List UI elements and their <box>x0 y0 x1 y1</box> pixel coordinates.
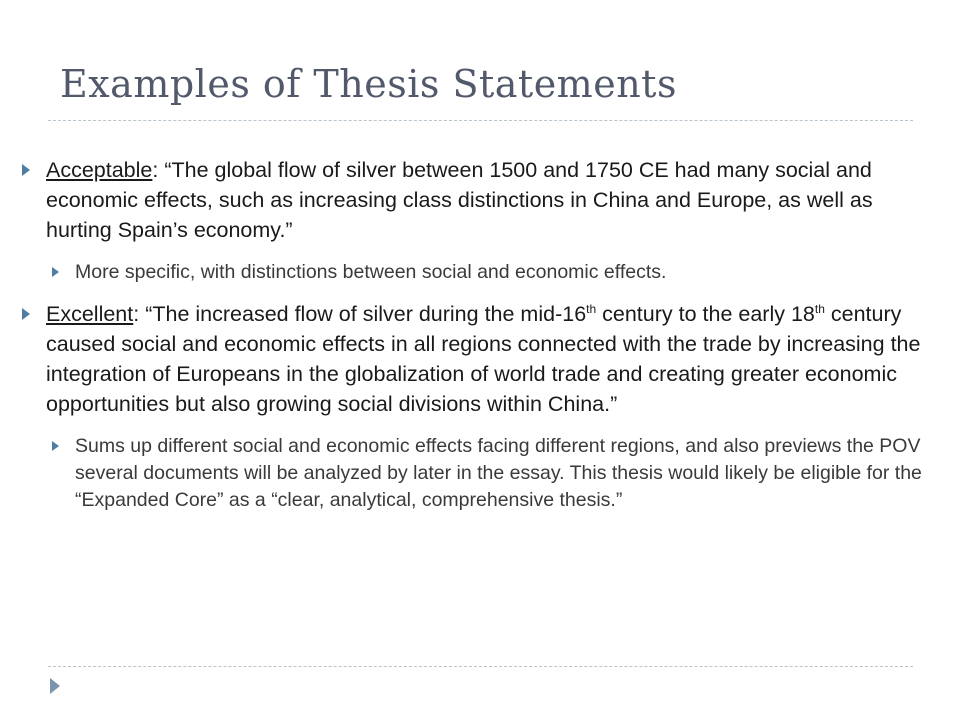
subbullet-acceptable <box>75 259 936 286</box>
bullet-text-excellent-3: century caused social and economic effects in all regions connected with the trade by increasing the integration of Europeans in the globalization of world trade and creating greater economic opportunities but also growing social divisions within China.” <box>46 302 921 416</box>
bullet-label-colon: : <box>152 158 165 182</box>
slide-title: Examples of Thesis Statements <box>60 62 677 106</box>
bullet-arrow-icon <box>22 164 30 176</box>
bullet-text-excellent-2: century to the early 18 <box>596 302 815 326</box>
footer-divider <box>48 666 913 667</box>
bullet-label-acceptable: Acceptable <box>46 158 153 182</box>
subbullet-arrow-icon <box>52 267 59 277</box>
slide-body <box>46 155 936 514</box>
title-divider <box>48 120 913 121</box>
subbullet-arrow-icon <box>52 441 59 451</box>
bullet-excellent <box>46 299 936 419</box>
subbullet-text-excellent: Sums up different social and economic effects facing different regions, and also previews the POV several documents will be analyzed by later in the essay. This thesis would likely be eligible for the “Expanded Core” as a “clear, analytical, comprehensive thesis.” <box>75 435 922 511</box>
bullet-arrow-icon <box>22 308 30 320</box>
bullet-text-excellent-1: “The increased flow of silver during the mid-16 <box>145 302 587 326</box>
superscript-th: th <box>814 302 825 316</box>
corner-arrow-icon <box>50 678 60 694</box>
bullet-acceptable <box>46 155 936 245</box>
bullet-label-excellent: Excellent <box>46 302 134 326</box>
superscript-th: th <box>586 302 597 316</box>
subbullet-text-acceptable: More specific, with distinctions between social and economic effects. <box>75 261 667 283</box>
subbullet-excellent <box>75 433 936 514</box>
bullet-text-acceptable: “The global flow of silver between 1500 and 1750 CE had many social and economic effects, such as increasing class distinctions in China and Europe, as well as hurting Spain’s economy.” <box>46 158 873 242</box>
bullet-label-colon: : <box>133 302 146 326</box>
